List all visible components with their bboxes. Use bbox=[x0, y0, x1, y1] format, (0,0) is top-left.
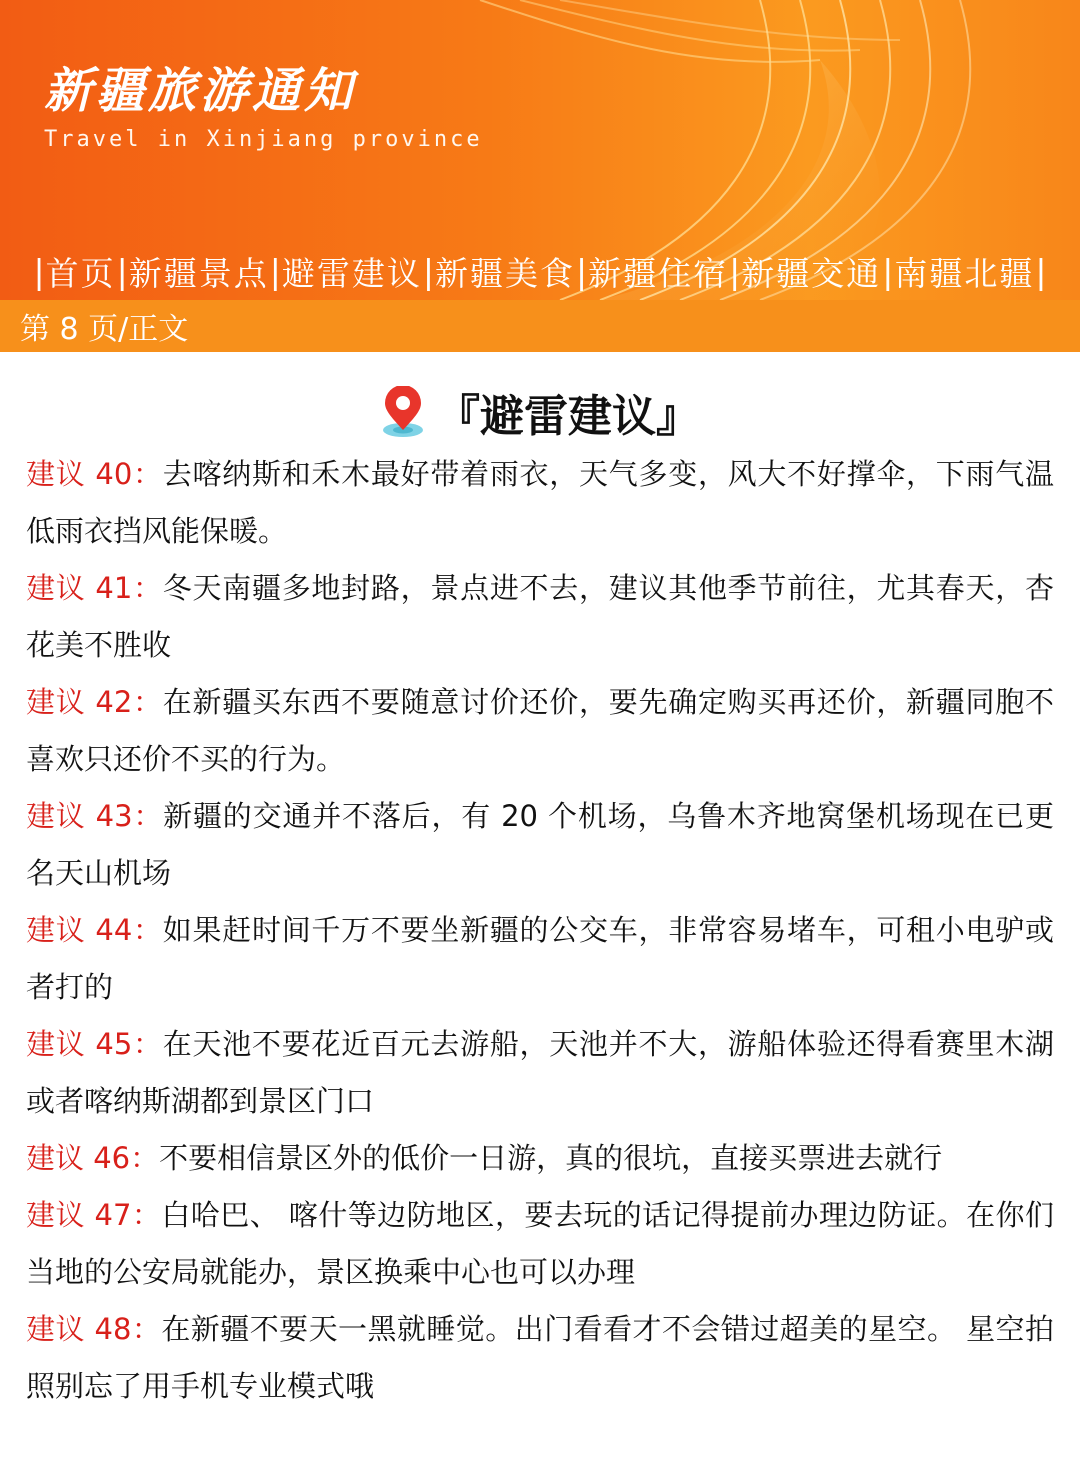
nav-separator: | bbox=[576, 251, 588, 291]
tip-text: 白哈巴、 喀什等边防地区，要去玩的话记得提前办理边防证。在你们当地的公安局就能办，景区换乘中心也可以办理 bbox=[26, 1198, 1054, 1289]
tip-item bbox=[26, 446, 1054, 560]
tip-text: 在新疆不要天一黑就睡觉。出门看看才不会错过超美的星空。 星空拍照别忘了用手机专业模式哦 bbox=[26, 1312, 1054, 1403]
nav-item-tips[interactable]: 避雷建议 bbox=[281, 253, 422, 293]
nav-item-home[interactable]: 首页 bbox=[45, 253, 116, 293]
tip-label: 建议 41： bbox=[26, 571, 163, 605]
header-banner bbox=[0, 0, 1080, 300]
page-subtitle: Travel in Xinjiang province bbox=[44, 127, 483, 152]
tip-text: 冬天南疆多地封路，景点进不去，建议其他季节前往，尤其春天，杏花美不胜收 bbox=[26, 571, 1054, 662]
tip-label: 建议 43： bbox=[26, 799, 164, 833]
nav-separator: | bbox=[1035, 251, 1047, 291]
nav-item-regions[interactable]: 南疆北疆 bbox=[894, 253, 1035, 293]
tip-label: 建议 45： bbox=[26, 1027, 163, 1061]
tips-list bbox=[0, 446, 1080, 1415]
nav-separator: | bbox=[729, 251, 741, 291]
tip-item bbox=[26, 1130, 1054, 1187]
nav-separator: | bbox=[882, 251, 894, 291]
nav-separator: | bbox=[116, 251, 128, 291]
tip-label: 建议 46： bbox=[26, 1141, 160, 1175]
nav-item-transport[interactable]: 新疆交通 bbox=[741, 253, 882, 293]
tip-item bbox=[26, 902, 1054, 1016]
tip-label: 建议 40： bbox=[26, 457, 163, 491]
tip-text: 在新疆买东西不要随意讨价还价，要先确定购买再还价，新疆同胞不喜欢只还价不买的行为。 bbox=[26, 685, 1054, 776]
nav-separator: | bbox=[422, 251, 434, 291]
map-pin-icon bbox=[380, 386, 426, 438]
tip-item bbox=[26, 560, 1054, 674]
tip-item bbox=[26, 788, 1054, 902]
tip-item bbox=[26, 1016, 1054, 1130]
top-nav bbox=[0, 245, 1080, 297]
tip-text: 不要相信景区外的低价一日游，真的很坑，直接买票进去就行 bbox=[159, 1141, 943, 1175]
tip-item bbox=[26, 674, 1054, 788]
tip-label: 建议 44： bbox=[26, 913, 163, 947]
tip-text: 如果赶时间千万不要坐新疆的公交车，非常容易堵车，可租小电驴或者打的 bbox=[26, 913, 1054, 1004]
tip-item bbox=[26, 1301, 1054, 1415]
tip-label: 建议 47： bbox=[26, 1198, 162, 1232]
tip-text: 新疆的交通并不落后，有 20 个机场，乌鲁木齐地窝堡机场现在已更名天山机场 bbox=[26, 799, 1054, 890]
tip-item bbox=[26, 1187, 1054, 1301]
page-indicator: 第 8 页/正文 bbox=[20, 312, 189, 347]
tip-text: 去喀纳斯和禾木最好带着雨衣，天气多变，风大不好撑伞，下雨气温低雨衣挡风能保暖。 bbox=[26, 457, 1054, 548]
nav-separator: | bbox=[33, 251, 45, 291]
nav-item-lodging[interactable]: 新疆住宿 bbox=[588, 253, 729, 293]
page-info-bar bbox=[0, 300, 1080, 352]
section-title: 『避雷建议』 bbox=[436, 391, 700, 442]
nav-item-food[interactable]: 新疆美食 bbox=[435, 253, 575, 293]
page-title: 新疆旅游通知 bbox=[44, 63, 357, 119]
tip-label: 建议 48： bbox=[26, 1312, 162, 1346]
nav-separator: | bbox=[269, 251, 281, 291]
nav-item-attractions[interactable]: 新疆景点 bbox=[128, 253, 269, 293]
section-header bbox=[0, 384, 1080, 440]
tip-text: 在天池不要花近百元去游船，天池并不大，游船体验还得看赛里木湖或者喀纳斯湖都到景区门口 bbox=[26, 1027, 1054, 1118]
tip-label: 建议 42： bbox=[26, 685, 163, 719]
